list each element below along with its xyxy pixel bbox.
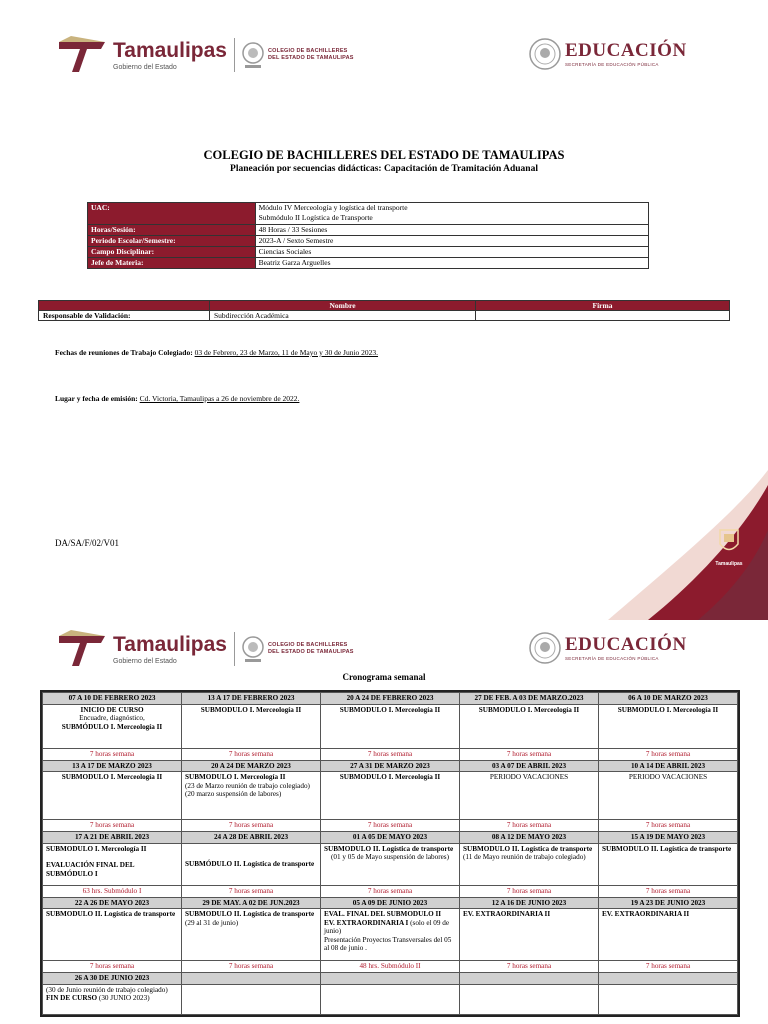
content-cell: SUBMODULO II. Logística de transporte (01 y 05 de Mayo suspensión de labores) bbox=[321, 843, 460, 885]
hours-cell: 7 horas semana bbox=[43, 820, 182, 832]
nombre-header: Nombre bbox=[210, 301, 476, 311]
info-row-uac bbox=[88, 203, 649, 225]
week-cell: 27 A 31 DE MARZO 2023 bbox=[321, 760, 460, 772]
content-row-3 bbox=[43, 843, 738, 885]
periodo-label: Periodo Escolar/Semestre: bbox=[88, 236, 256, 247]
hours-cell: 7 horas semana bbox=[321, 820, 460, 832]
week-cell-empty bbox=[182, 973, 321, 985]
national-seal-icon bbox=[529, 38, 561, 70]
validation-nombre: Subdirección Académica bbox=[210, 311, 476, 321]
tamaulipas-gov-logo bbox=[57, 36, 354, 74]
hours-row-2 bbox=[43, 820, 738, 832]
week-cell-empty bbox=[599, 973, 738, 985]
validation-row bbox=[39, 311, 730, 321]
content-cell-empty bbox=[182, 984, 321, 1014]
tamaulipas-wordmark: Tamaulipas bbox=[113, 38, 227, 62]
fechas-value: 03 de Febrero, 23 de Marzo, 11 de Mayo y 30 de Junio 2023. bbox=[194, 348, 379, 357]
sep-subtitle: SECRETARÍA DE EDUCACIÓN PÚBLICA bbox=[565, 62, 659, 67]
content-cell: SUBMODULO I. Merceología II bbox=[43, 772, 182, 820]
logo-divider bbox=[234, 38, 235, 72]
content-cell: SUBMODULO II. Logística de transporte bbox=[43, 909, 182, 961]
hours-cell: 7 horas semana bbox=[182, 748, 321, 760]
content-cell: SUBMODULO I. Merceología II bbox=[321, 772, 460, 820]
educacion-wordmark: EDUCACIÓN bbox=[565, 634, 687, 655]
validation-table bbox=[38, 300, 730, 321]
week-row-2 bbox=[43, 760, 738, 772]
educacion-wordmark: EDUCACIÓN bbox=[565, 40, 687, 61]
week-cell: 10 A 14 DE ABRIL 2023 bbox=[599, 760, 738, 772]
week-row-4 bbox=[43, 897, 738, 909]
content-cell: INICIO DE CURSO Encuadre, diagnóstico, SUBMÓDULO I. Merceología II bbox=[43, 704, 182, 748]
info-row-horas bbox=[88, 225, 649, 236]
gobierno-subtitle: Gobierno del Estado bbox=[113, 657, 177, 665]
cobach-logo-text: COLEGIO DE BACHILLERES DEL ESTADO DE TAMAULIPAS bbox=[267, 641, 354, 655]
cronograma-table bbox=[42, 692, 738, 1015]
hours-row-4 bbox=[43, 961, 738, 973]
week-cell: 22 A 26 DE MAYO 2023 bbox=[43, 897, 182, 909]
content-cell: SUBMODULO II. Logística de transporte (29 al 31 de junio) bbox=[182, 909, 321, 961]
week-cell: 26 A 30 DE JUNIO 2023 bbox=[43, 973, 182, 985]
info-row-jefe bbox=[88, 258, 649, 269]
content-row-5 bbox=[43, 984, 738, 1014]
week-cell: 06 A 10 DE MARZO 2023 bbox=[599, 693, 738, 705]
week-cell: 13 A 17 DE MARZO 2023 bbox=[43, 760, 182, 772]
cobach-logo-text: COLEGIO DE BACHILLERES DEL ESTADO DE TAMAULIPAS bbox=[267, 47, 354, 61]
week-cell: 20 A 24 DE FEBRERO 2023 bbox=[321, 693, 460, 705]
tamaulipas-seal-icon bbox=[718, 528, 740, 556]
week-cell: 13 A 17 DE FEBRERO 2023 bbox=[182, 693, 321, 705]
week-cell: 03 A 07 DE ABRIL 2023 bbox=[460, 760, 599, 772]
info-row-campo bbox=[88, 247, 649, 258]
content-cell: SUBMODULO I. Merceología II bbox=[460, 704, 599, 748]
corner-logo-text: Tamaulipas bbox=[715, 561, 743, 567]
campo-value: Ciencias Sociales bbox=[255, 247, 648, 258]
content-cell-empty bbox=[321, 984, 460, 1014]
content-cell: PERIODO VACACIONES bbox=[460, 772, 599, 820]
hours-row-1 bbox=[43, 748, 738, 760]
week-cell: 15 A 19 DE MAYO 2023 bbox=[599, 832, 738, 844]
week-cell: 27 DE FEB. A 03 DE MARZO.2023 bbox=[460, 693, 599, 705]
hours-cell: 7 horas semana bbox=[321, 885, 460, 897]
week-cell: 12 A 16 DE JUNIO 2023 bbox=[460, 897, 599, 909]
hours-cell: 7 horas semana bbox=[460, 885, 599, 897]
national-seal-icon bbox=[529, 632, 561, 664]
week-cell: 05 A 09 DE JUNIO 2023 bbox=[321, 897, 460, 909]
lugar-label: Lugar y fecha de emisión: bbox=[55, 394, 138, 403]
tamaulipas-emblem-icon bbox=[57, 36, 107, 74]
gobierno-subtitle: Gobierno del Estado bbox=[113, 63, 177, 71]
hours-cell: 7 horas semana bbox=[182, 961, 321, 973]
content-cell: PERIODO VACACIONES bbox=[599, 772, 738, 820]
firma-header: Firma bbox=[476, 301, 730, 311]
week-cell-empty bbox=[321, 973, 460, 985]
week-cell: 01 A 05 DE MAYO 2023 bbox=[321, 832, 460, 844]
week-cell: 29 DE MAY. A 02 DE JUN.2023 bbox=[182, 897, 321, 909]
content-cell-empty bbox=[599, 984, 738, 1014]
horas-label: Horas/Sesión: bbox=[88, 225, 256, 236]
fechas-label: Fechas de reuniones de Trabajo Colegiado: bbox=[55, 348, 193, 357]
week-cell: 20 A 24 DE MARZO 2023 bbox=[182, 760, 321, 772]
week-cell: 07 A 10 DE FEBRERO 2023 bbox=[43, 693, 182, 705]
tamaulipas-emblem-icon bbox=[57, 630, 107, 668]
hours-cell: 7 horas semana bbox=[460, 748, 599, 760]
week-cell: 24 A 28 DE ABRIL 2023 bbox=[182, 832, 321, 844]
sep-logo bbox=[529, 38, 687, 70]
horas-value: 48 Horas / 33 Sesiones bbox=[255, 225, 648, 236]
hours-cell: 7 horas semana bbox=[460, 961, 599, 973]
hours-cell: 7 horas semana bbox=[182, 820, 321, 832]
page-subtitle: Planeación por secuencias didácticas: Capacitación de Tramitación Aduanal bbox=[230, 164, 538, 174]
hours-cell: 7 horas semana bbox=[460, 820, 599, 832]
week-row-5 bbox=[43, 973, 738, 985]
hours-row-3 bbox=[43, 885, 738, 897]
content-cell: SUBMODULO I. Merceología II (23 de Marzo reunión de trabajo colegiado) (20 marzo suspensión de labores) bbox=[182, 772, 321, 820]
content-row-4 bbox=[43, 909, 738, 961]
lugar-value: Cd. Victoria, Tamaulipas a 26 de noviembre de 2022. bbox=[139, 394, 300, 403]
content-cell: EV. EXTRAORDINARIA II bbox=[460, 909, 599, 961]
content-cell: (30 de Junio reunión de trabajo colegiado) FIN DE CURSO (30 JUNIO 2023) bbox=[43, 984, 182, 1014]
content-cell: SUBMODULO I. Merceología II bbox=[182, 704, 321, 748]
hours-cell: 7 horas semana bbox=[43, 961, 182, 973]
week-cell-empty bbox=[460, 973, 599, 985]
hours-cell: 48 hrs. Submódulo II bbox=[321, 961, 460, 973]
hours-cell: 7 horas semana bbox=[182, 885, 321, 897]
hours-cell: 63 hrs. Submódulo I bbox=[43, 885, 182, 897]
periodo-value: 2023-A / Sexto Semestre bbox=[255, 236, 648, 247]
week-cell: 08 A 12 DE MAYO 2023 bbox=[460, 832, 599, 844]
content-cell: SUBMODULO I. Merceología II bbox=[599, 704, 738, 748]
fechas-line bbox=[55, 348, 378, 357]
hours-cell: 7 horas semana bbox=[599, 820, 738, 832]
content-cell: EV. EXTRAORDINARIA II bbox=[599, 909, 738, 961]
content-cell: SUBMÓDULO II. Logística de transporte bbox=[182, 843, 321, 885]
content-cell: SUBMODULO I. Merceología II EVALUACIÓN FINAL DEL SUBMÓDULO I bbox=[43, 843, 182, 885]
cronograma-table-frame bbox=[40, 690, 740, 1017]
campo-label: Campo Disciplinar: bbox=[88, 247, 256, 258]
lugar-line bbox=[55, 394, 299, 403]
content-row-2 bbox=[43, 772, 738, 820]
content-cell: EVAL. FINAL DEL SUBMODULO II EV. EXTRAORDINARIA I (solo el 09 de junio) Presentación Proyectos Transversales del 05 al 08 de junio . bbox=[321, 909, 460, 961]
content-cell-empty bbox=[460, 984, 599, 1014]
validation-label: Responsable de Validación: bbox=[39, 311, 210, 321]
week-cell: 19 A 23 DE JUNIO 2023 bbox=[599, 897, 738, 909]
info-row-periodo bbox=[88, 236, 649, 247]
hours-cell: 7 horas semana bbox=[43, 748, 182, 760]
cobach-shield-icon bbox=[242, 41, 264, 69]
jefe-label: Jefe de Materia: bbox=[88, 258, 256, 269]
validation-firma bbox=[476, 311, 730, 321]
validation-header-row bbox=[39, 301, 730, 311]
content-cell: SUBMODULO II. Logística de transporte bbox=[599, 843, 738, 885]
logo-divider bbox=[234, 632, 235, 666]
tamaulipas-wordmark: Tamaulipas bbox=[113, 632, 227, 656]
validation-header-empty bbox=[39, 301, 210, 311]
content-cell: SUBMODULO I. Merceología II bbox=[321, 704, 460, 748]
content-row-1 bbox=[43, 704, 738, 748]
page-title: COLEGIO DE BACHILLERES DEL ESTADO DE TAMAULIPAS bbox=[203, 148, 565, 162]
cobach-shield-icon bbox=[242, 635, 264, 663]
uac-label: UAC: bbox=[88, 203, 256, 225]
week-row-1 bbox=[43, 693, 738, 705]
cronograma-title: Cronograma semanal bbox=[342, 672, 426, 682]
hours-cell: 7 horas semana bbox=[599, 885, 738, 897]
jefe-value: Beatriz Garza Arguelles bbox=[255, 258, 648, 269]
content-cell: SUBMODULO II. Logística de transporte (11 de Mayo reunión de trabajo colegiado) bbox=[460, 843, 599, 885]
hours-cell: 7 horas semana bbox=[321, 748, 460, 760]
week-row-3 bbox=[43, 832, 738, 844]
sep-subtitle: SECRETARÍA DE EDUCACIÓN PÚBLICA bbox=[565, 656, 659, 661]
uac-value: Módulo IV Merceología y logística del transporte Submódulo II Logística de Transporte bbox=[255, 203, 648, 225]
hours-cell: 7 horas semana bbox=[599, 748, 738, 760]
week-cell: 17 A 21 DE ABRIL 2023 bbox=[43, 832, 182, 844]
sep-logo-p2 bbox=[529, 632, 687, 664]
hours-cell: 7 horas semana bbox=[599, 961, 738, 973]
corner-seal bbox=[712, 528, 746, 567]
course-info-table bbox=[87, 202, 649, 269]
document-code: DA/SA/F/02/V01 bbox=[55, 538, 120, 548]
tamaulipas-gov-logo-p2 bbox=[57, 630, 354, 668]
